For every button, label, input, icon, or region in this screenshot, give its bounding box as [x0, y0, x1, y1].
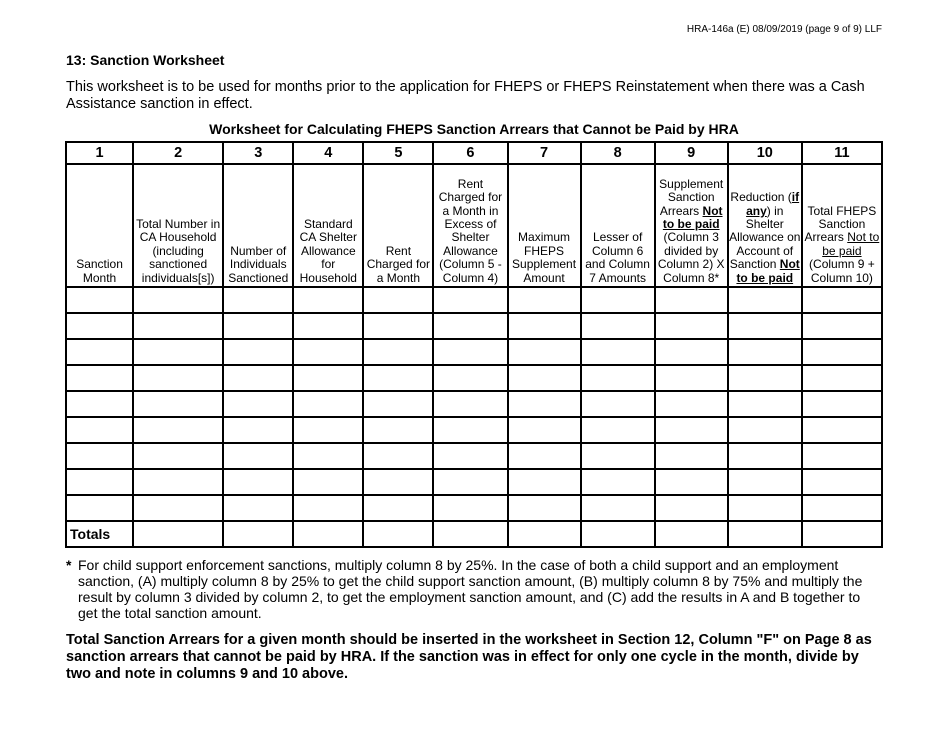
column-number: 1 — [66, 142, 133, 164]
header-individuals-sanctioned: Number of Individuals Sanctioned — [223, 164, 293, 287]
table-cell[interactable] — [728, 339, 802, 365]
table-cell[interactable] — [133, 443, 223, 469]
table-cell[interactable] — [433, 365, 507, 391]
table-cell[interactable] — [293, 443, 363, 469]
table-cell[interactable] — [433, 495, 507, 521]
table-cell[interactable] — [508, 469, 581, 495]
totals-row — [66, 521, 882, 547]
header-sanction-month: Sanction Month — [66, 164, 133, 287]
column-number: 9 — [655, 142, 728, 164]
table-cell[interactable] — [802, 287, 882, 313]
table-cell[interactable] — [508, 339, 581, 365]
table-cell[interactable] — [802, 391, 882, 417]
table-cell[interactable] — [66, 469, 133, 495]
table-cell[interactable] — [581, 521, 655, 547]
table-row — [66, 391, 882, 417]
table-cell[interactable] — [802, 495, 882, 521]
form-id: HRA-146a (E) 08/09/2019 (page 9 of 9) LLF — [686, 24, 882, 35]
table-row — [66, 417, 882, 443]
table-cell[interactable] — [728, 469, 802, 495]
column-number: 2 — [133, 142, 223, 164]
table-cell[interactable] — [655, 417, 728, 443]
table-cell[interactable] — [581, 417, 655, 443]
table-cell[interactable] — [433, 339, 507, 365]
table-cell[interactable] — [133, 391, 223, 417]
table-cell[interactable] — [802, 417, 882, 443]
table-cell[interactable] — [363, 417, 433, 443]
table-row — [66, 365, 882, 391]
table-cell[interactable] — [508, 287, 581, 313]
table-cell[interactable] — [363, 339, 433, 365]
table-cell[interactable] — [133, 287, 223, 313]
table-cell[interactable] — [223, 287, 293, 313]
header-emphasis: Not to be paid — [822, 230, 880, 258]
header-rent-charged: Rent Charged for a Month — [363, 164, 433, 287]
footnote-text: For child support enforcement sanctions, multiply column 8 by 25%. In the case of both a child support and an employment sanction, (A) multiply column 8 by 25% to get the child support sanction amount, (B) multiply column 8 by 75% and multiply the result by column 3 divided by column 2, to get the employment sanction amount, and (C) add the results in A and B together to get the total sanction amount. — [78, 557, 863, 621]
table-cell[interactable] — [363, 443, 433, 469]
table-cell[interactable] — [66, 417, 133, 443]
table-cell[interactable] — [223, 339, 293, 365]
table-cell[interactable] — [363, 521, 433, 547]
totals-label: Totals — [66, 521, 133, 547]
table-cell[interactable] — [223, 313, 293, 339]
table-cell[interactable] — [655, 391, 728, 417]
table-cell[interactable] — [655, 313, 728, 339]
table-cell[interactable] — [655, 521, 728, 547]
sanction-worksheet-table — [65, 141, 883, 548]
table-cell[interactable] — [802, 521, 882, 547]
table-cell[interactable] — [363, 391, 433, 417]
table-cell[interactable] — [581, 287, 655, 313]
table-cell[interactable] — [66, 495, 133, 521]
table-cell[interactable] — [133, 495, 223, 521]
table-cell[interactable] — [581, 443, 655, 469]
table-cell[interactable] — [728, 521, 802, 547]
table-cell[interactable] — [433, 443, 507, 469]
table-cell[interactable] — [802, 469, 882, 495]
table-cell[interactable] — [433, 521, 507, 547]
table-cell[interactable] — [363, 495, 433, 521]
table-cell[interactable] — [508, 495, 581, 521]
header-rent-excess: Rent Charged for a Month in Excess of Shelter Allowance (Column 5 - Column 4) — [433, 164, 507, 287]
table-cell[interactable] — [66, 391, 133, 417]
table-cell[interactable] — [66, 287, 133, 313]
header-lesser-amount: Lesser of Column 6 and Column 7 Amounts — [581, 164, 655, 287]
table-row — [66, 469, 882, 495]
table-cell[interactable] — [508, 417, 581, 443]
table-cell[interactable] — [802, 443, 882, 469]
table-row — [66, 339, 882, 365]
table-cell[interactable] — [508, 365, 581, 391]
table-cell[interactable] — [728, 417, 802, 443]
header-emphasis: Not to be paid — [662, 203, 723, 231]
header-reduction — [728, 164, 802, 287]
table-cell[interactable] — [133, 417, 223, 443]
column-number: 8 — [581, 142, 655, 164]
table-cell[interactable] — [433, 313, 507, 339]
table-cell[interactable] — [363, 313, 433, 339]
intro-text: This worksheet is to be used for months prior to the application for FHEPS or FHEPS Reinstatement when there was a Cash Assistance sanction in effect. — [66, 79, 865, 112]
column-number: 11 — [802, 142, 882, 164]
table-cell[interactable] — [223, 365, 293, 391]
table-cell[interactable] — [293, 287, 363, 313]
header-supplement-arrears — [655, 164, 728, 287]
footnote — [66, 557, 876, 621]
table-cell[interactable] — [433, 287, 507, 313]
worksheet-title: Worksheet for Calculating FHEPS Sanction Arrears that Cannot be Paid by HRA — [209, 121, 739, 137]
table-cell[interactable] — [363, 287, 433, 313]
table-cell[interactable] — [728, 365, 802, 391]
header-text: (Column 3 divided by Column 2) X Column 8* — [657, 230, 725, 285]
table-cell[interactable] — [293, 521, 363, 547]
table-cell[interactable] — [581, 365, 655, 391]
table-cell[interactable] — [655, 339, 728, 365]
table-cell[interactable] — [802, 313, 882, 339]
table-row — [66, 443, 882, 469]
table-cell[interactable] — [293, 391, 363, 417]
header-total-arrears — [802, 164, 882, 287]
table-cell[interactable] — [508, 521, 581, 547]
column-number: 10 — [728, 142, 802, 164]
header-text: Total FHEPS Sanction Arrears — [804, 203, 877, 245]
table-cell[interactable] — [655, 469, 728, 495]
table-cell[interactable] — [223, 417, 293, 443]
table-cell[interactable] — [223, 495, 293, 521]
table-cell[interactable] — [363, 469, 433, 495]
column-number-row — [66, 142, 882, 164]
table-cell[interactable] — [293, 469, 363, 495]
table-cell[interactable] — [223, 443, 293, 469]
column-number: 4 — [293, 142, 363, 164]
table-cell[interactable] — [433, 469, 507, 495]
table-row — [66, 287, 882, 313]
column-header-row — [66, 164, 882, 287]
table-cell[interactable] — [293, 313, 363, 339]
table-row — [66, 495, 882, 521]
table-cell[interactable] — [728, 495, 802, 521]
column-number: 7 — [508, 142, 581, 164]
table-cell[interactable] — [508, 391, 581, 417]
table-cell[interactable] — [293, 365, 363, 391]
header-text: Reduction ( — [730, 190, 792, 205]
footnote-marker: * — [66, 557, 72, 573]
table-cell[interactable] — [133, 339, 223, 365]
table-cell[interactable] — [508, 443, 581, 469]
table-cell[interactable] — [133, 365, 223, 391]
table-cell[interactable] — [433, 391, 507, 417]
table-cell[interactable] — [581, 469, 655, 495]
table-cell[interactable] — [581, 339, 655, 365]
table-cell[interactable] — [293, 339, 363, 365]
table-cell[interactable] — [728, 391, 802, 417]
header-household-total: Total Number in CA Household (including sanctioned individuals[s]) — [133, 164, 223, 287]
table-cell[interactable] — [66, 313, 133, 339]
table-cell[interactable] — [223, 391, 293, 417]
table-cell[interactable] — [223, 521, 293, 547]
table-cell[interactable] — [66, 365, 133, 391]
table-cell[interactable] — [363, 365, 433, 391]
table-cell[interactable] — [728, 287, 802, 313]
table-cell[interactable] — [66, 443, 133, 469]
table-cell[interactable] — [133, 469, 223, 495]
header-max-fheps: Maximum FHEPS Supplement Amount — [508, 164, 581, 287]
header-emphasis: Not to be paid — [736, 257, 800, 285]
header-shelter-allowance: Standard CA Shelter Allowance for Household — [293, 164, 363, 287]
section-title: 13: Sanction Worksheet — [66, 52, 225, 68]
table-row — [66, 313, 882, 339]
column-number: 5 — [363, 142, 433, 164]
table-cell[interactable] — [581, 391, 655, 417]
header-emphasis: if any — [746, 190, 800, 218]
table-cell[interactable] — [728, 443, 802, 469]
table-cell[interactable] — [581, 495, 655, 521]
table-cell[interactable] — [655, 443, 728, 469]
table-cell[interactable] — [133, 313, 223, 339]
table-cell[interactable] — [293, 417, 363, 443]
header-text: Supplement Sanction Arrears — [659, 176, 724, 218]
table-cell[interactable] — [508, 313, 581, 339]
table-cell[interactable] — [802, 365, 882, 391]
header-text: ) in Shelter Allowance on Account of Sanction — [729, 203, 801, 272]
table-cell[interactable] — [433, 417, 507, 443]
table-cell[interactable] — [655, 287, 728, 313]
table-cell[interactable] — [66, 339, 133, 365]
table-cell[interactable] — [655, 495, 728, 521]
table-cell[interactable] — [133, 521, 223, 547]
table-cell[interactable] — [293, 495, 363, 521]
table-cell[interactable] — [223, 469, 293, 495]
table-cell[interactable] — [655, 365, 728, 391]
header-text: (Column 9 + Column 10) — [809, 257, 875, 285]
table-cell[interactable] — [802, 339, 882, 365]
bottom-note: Total Sanction Arrears for a given month should be inserted in the worksheet in Section 12, Column "F" on Page 8 as sanction arrears that cannot be paid by HRA. If the sanction was in effect for only one cycle in the month, divide by two and note in columns 9 and 10 above. — [66, 632, 872, 682]
column-number: 3 — [223, 142, 293, 164]
table-cell[interactable] — [581, 313, 655, 339]
table-cell[interactable] — [728, 313, 802, 339]
column-number: 6 — [433, 142, 507, 164]
